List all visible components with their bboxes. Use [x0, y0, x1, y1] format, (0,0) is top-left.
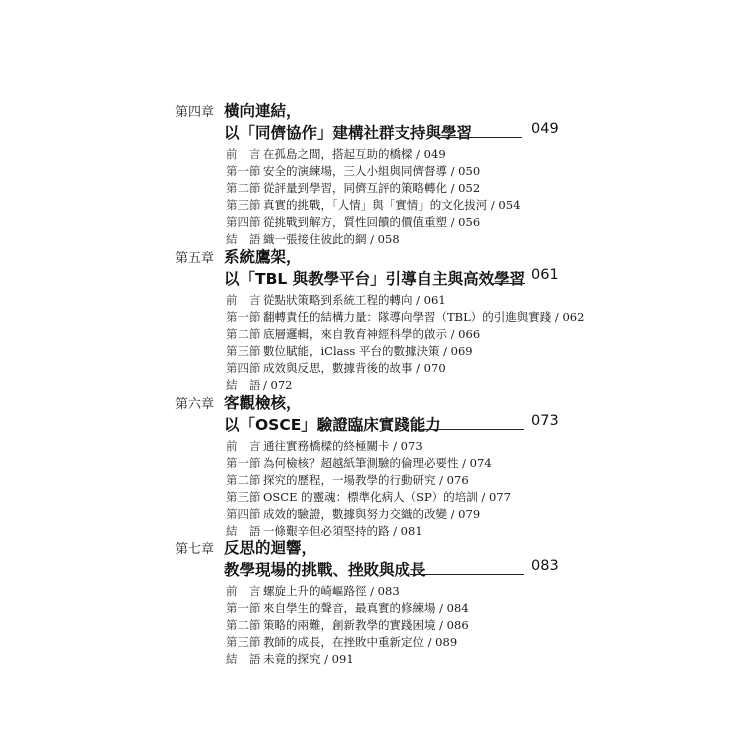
- section-text: 策略的兩難，創新教學的實踐困境 / 086: [263, 618, 469, 632]
- chapter-heading: [0, 245, 750, 291]
- section-label: 第二節: [226, 181, 261, 195]
- chapter-title-line1: 客觀檢核，: [224, 394, 302, 412]
- section-text: 織一張接住彼此的網 / 058: [263, 232, 400, 246]
- section-text: 一條艱辛但必須堅持的路 / 081: [263, 524, 423, 538]
- section-label: 第四節: [226, 361, 261, 375]
- chapter-heading: [0, 391, 750, 437]
- section-text: 通往實務橋樑的終極關卡 / 073: [263, 439, 423, 453]
- section-label: 第一節: [226, 601, 261, 615]
- section-label: 結 語: [226, 652, 261, 666]
- chapter-number: 第六章: [175, 397, 215, 412]
- section-text: 教師的成長，在挫敗中重新定位 / 089: [263, 635, 458, 649]
- chapter-title-line1: 系統鷹架，: [224, 248, 302, 266]
- section-label: 結 語: [226, 378, 261, 392]
- leader-rule: [493, 283, 525, 284]
- chapter-page-number: 073: [531, 413, 559, 429]
- chapter-title-line2: 以「同儕協作」建構社群支持與學習: [224, 124, 473, 142]
- section-list: [0, 438, 750, 540]
- chapter-title-line1: 反思的迴響，: [224, 539, 318, 557]
- section-label: 第四節: [226, 507, 261, 521]
- section-label: 第三節: [226, 198, 261, 212]
- section-label: 第一節: [226, 456, 261, 470]
- chapter-title-line2: 以「OSCE」驗證臨床實踐能力: [224, 416, 441, 434]
- section-entry: [0, 506, 750, 523]
- section-entry: [0, 326, 750, 343]
- section-entry: [0, 438, 750, 455]
- section-label: 第一節: [226, 164, 261, 178]
- section-text: 為何檢核？超越紙筆測驗的倫理必要性 / 074: [263, 456, 492, 470]
- chapter-heading: [0, 536, 750, 582]
- chapter-title-line2: 教學現場的挑戰、挫敗與成長: [224, 561, 426, 579]
- chapter-number: 第四章: [175, 105, 215, 120]
- section-entry: [0, 146, 750, 163]
- chapter-7: [0, 536, 750, 668]
- chapter-page-number: 061: [531, 267, 559, 283]
- chapter-page-number: 083: [531, 558, 559, 574]
- section-label: 第三節: [226, 635, 261, 649]
- section-label: 前 言: [226, 584, 261, 598]
- section-entry: [0, 309, 750, 326]
- section-entry: [0, 472, 750, 489]
- section-list: [0, 146, 750, 248]
- section-entry: [0, 651, 750, 668]
- section-text: 從點狀策略到系統工程的轉向 / 061: [263, 293, 446, 307]
- section-label: 第四節: [226, 215, 261, 229]
- leader-rule: [440, 137, 522, 138]
- section-entry: [0, 197, 750, 214]
- section-text: 真實的挑戰，「人情」與「實情」的文化拔河 / 054: [263, 198, 521, 212]
- section-text: 在孤島之間，搭起互助的橋樑 / 049: [263, 147, 446, 161]
- chapter-heading: [0, 99, 750, 145]
- section-text: 安全的演練場，三人小組與同儕督導 / 050: [263, 164, 481, 178]
- chapter-5: [0, 245, 750, 394]
- section-list: [0, 583, 750, 668]
- section-label: 前 言: [226, 439, 261, 453]
- section-text: 成效的驗證，數據與努力交織的改變 / 079: [263, 507, 481, 521]
- section-text: OSCE 的靈魂：標準化病人（SP）的培訓 / 077: [263, 490, 511, 504]
- section-entry: [0, 583, 750, 600]
- section-text: 探究的歷程，一場教學的行動研究 / 076: [263, 473, 469, 487]
- section-label: 第一節: [226, 310, 261, 324]
- section-entry: [0, 600, 750, 617]
- section-text: 數位賦能，iClass 平台的數據決策 / 069: [263, 344, 473, 358]
- section-label: 前 言: [226, 147, 261, 161]
- section-label: 第二節: [226, 473, 261, 487]
- leader-rule: [410, 574, 524, 575]
- section-text: 未竟的探究 / 091: [263, 652, 354, 666]
- leader-rule: [412, 429, 524, 430]
- section-entry: [0, 343, 750, 360]
- section-list: [0, 292, 750, 394]
- section-text: 從評量到學習，同儕互評的策略轉化 / 052: [263, 181, 481, 195]
- section-label: 前 言: [226, 293, 261, 307]
- section-label: 第三節: [226, 490, 261, 504]
- section-label: 結 語: [226, 524, 261, 538]
- section-label: 第二節: [226, 327, 261, 341]
- section-label: 第二節: [226, 618, 261, 632]
- section-text: 螺旋上升的崎嶇路徑 / 083: [263, 584, 400, 598]
- section-entry: [0, 489, 750, 506]
- section-entry: [0, 455, 750, 472]
- section-label: 結 語: [226, 232, 261, 246]
- section-entry: [0, 360, 750, 377]
- section-entry: [0, 214, 750, 231]
- section-label: 第三節: [226, 344, 261, 358]
- chapter-number: 第七章: [175, 542, 215, 557]
- chapter-6: [0, 391, 750, 540]
- chapter-title-line1: 橫向連結，: [224, 102, 302, 120]
- chapter-title-line2: 以「TBL 與教學平台」引導自主與高效學習: [224, 270, 526, 288]
- section-entry: [0, 163, 750, 180]
- chapter-number: 第五章: [175, 251, 215, 266]
- section-text: 來自學生的聲音，最真實的修練場 / 084: [263, 601, 469, 615]
- section-text: 從挑戰到解方，質性回饋的價值重塑 / 056: [263, 215, 481, 229]
- section-text: 底層邏輯，來自教育神經科學的啟示 / 066: [263, 327, 481, 341]
- section-entry: [0, 617, 750, 634]
- section-entry: [0, 634, 750, 651]
- section-entry: [0, 180, 750, 197]
- section-text: 翻轉責任的結構力量：隊導向學習（TBL）的引進與實踐 / 062: [263, 310, 585, 324]
- chapter-page-number: 049: [531, 121, 559, 137]
- chapter-4: [0, 99, 750, 248]
- section-entry: [0, 292, 750, 309]
- section-text: 成效與反思，數據背後的故事 / 070: [263, 361, 446, 375]
- section-text: / 072: [263, 378, 293, 392]
